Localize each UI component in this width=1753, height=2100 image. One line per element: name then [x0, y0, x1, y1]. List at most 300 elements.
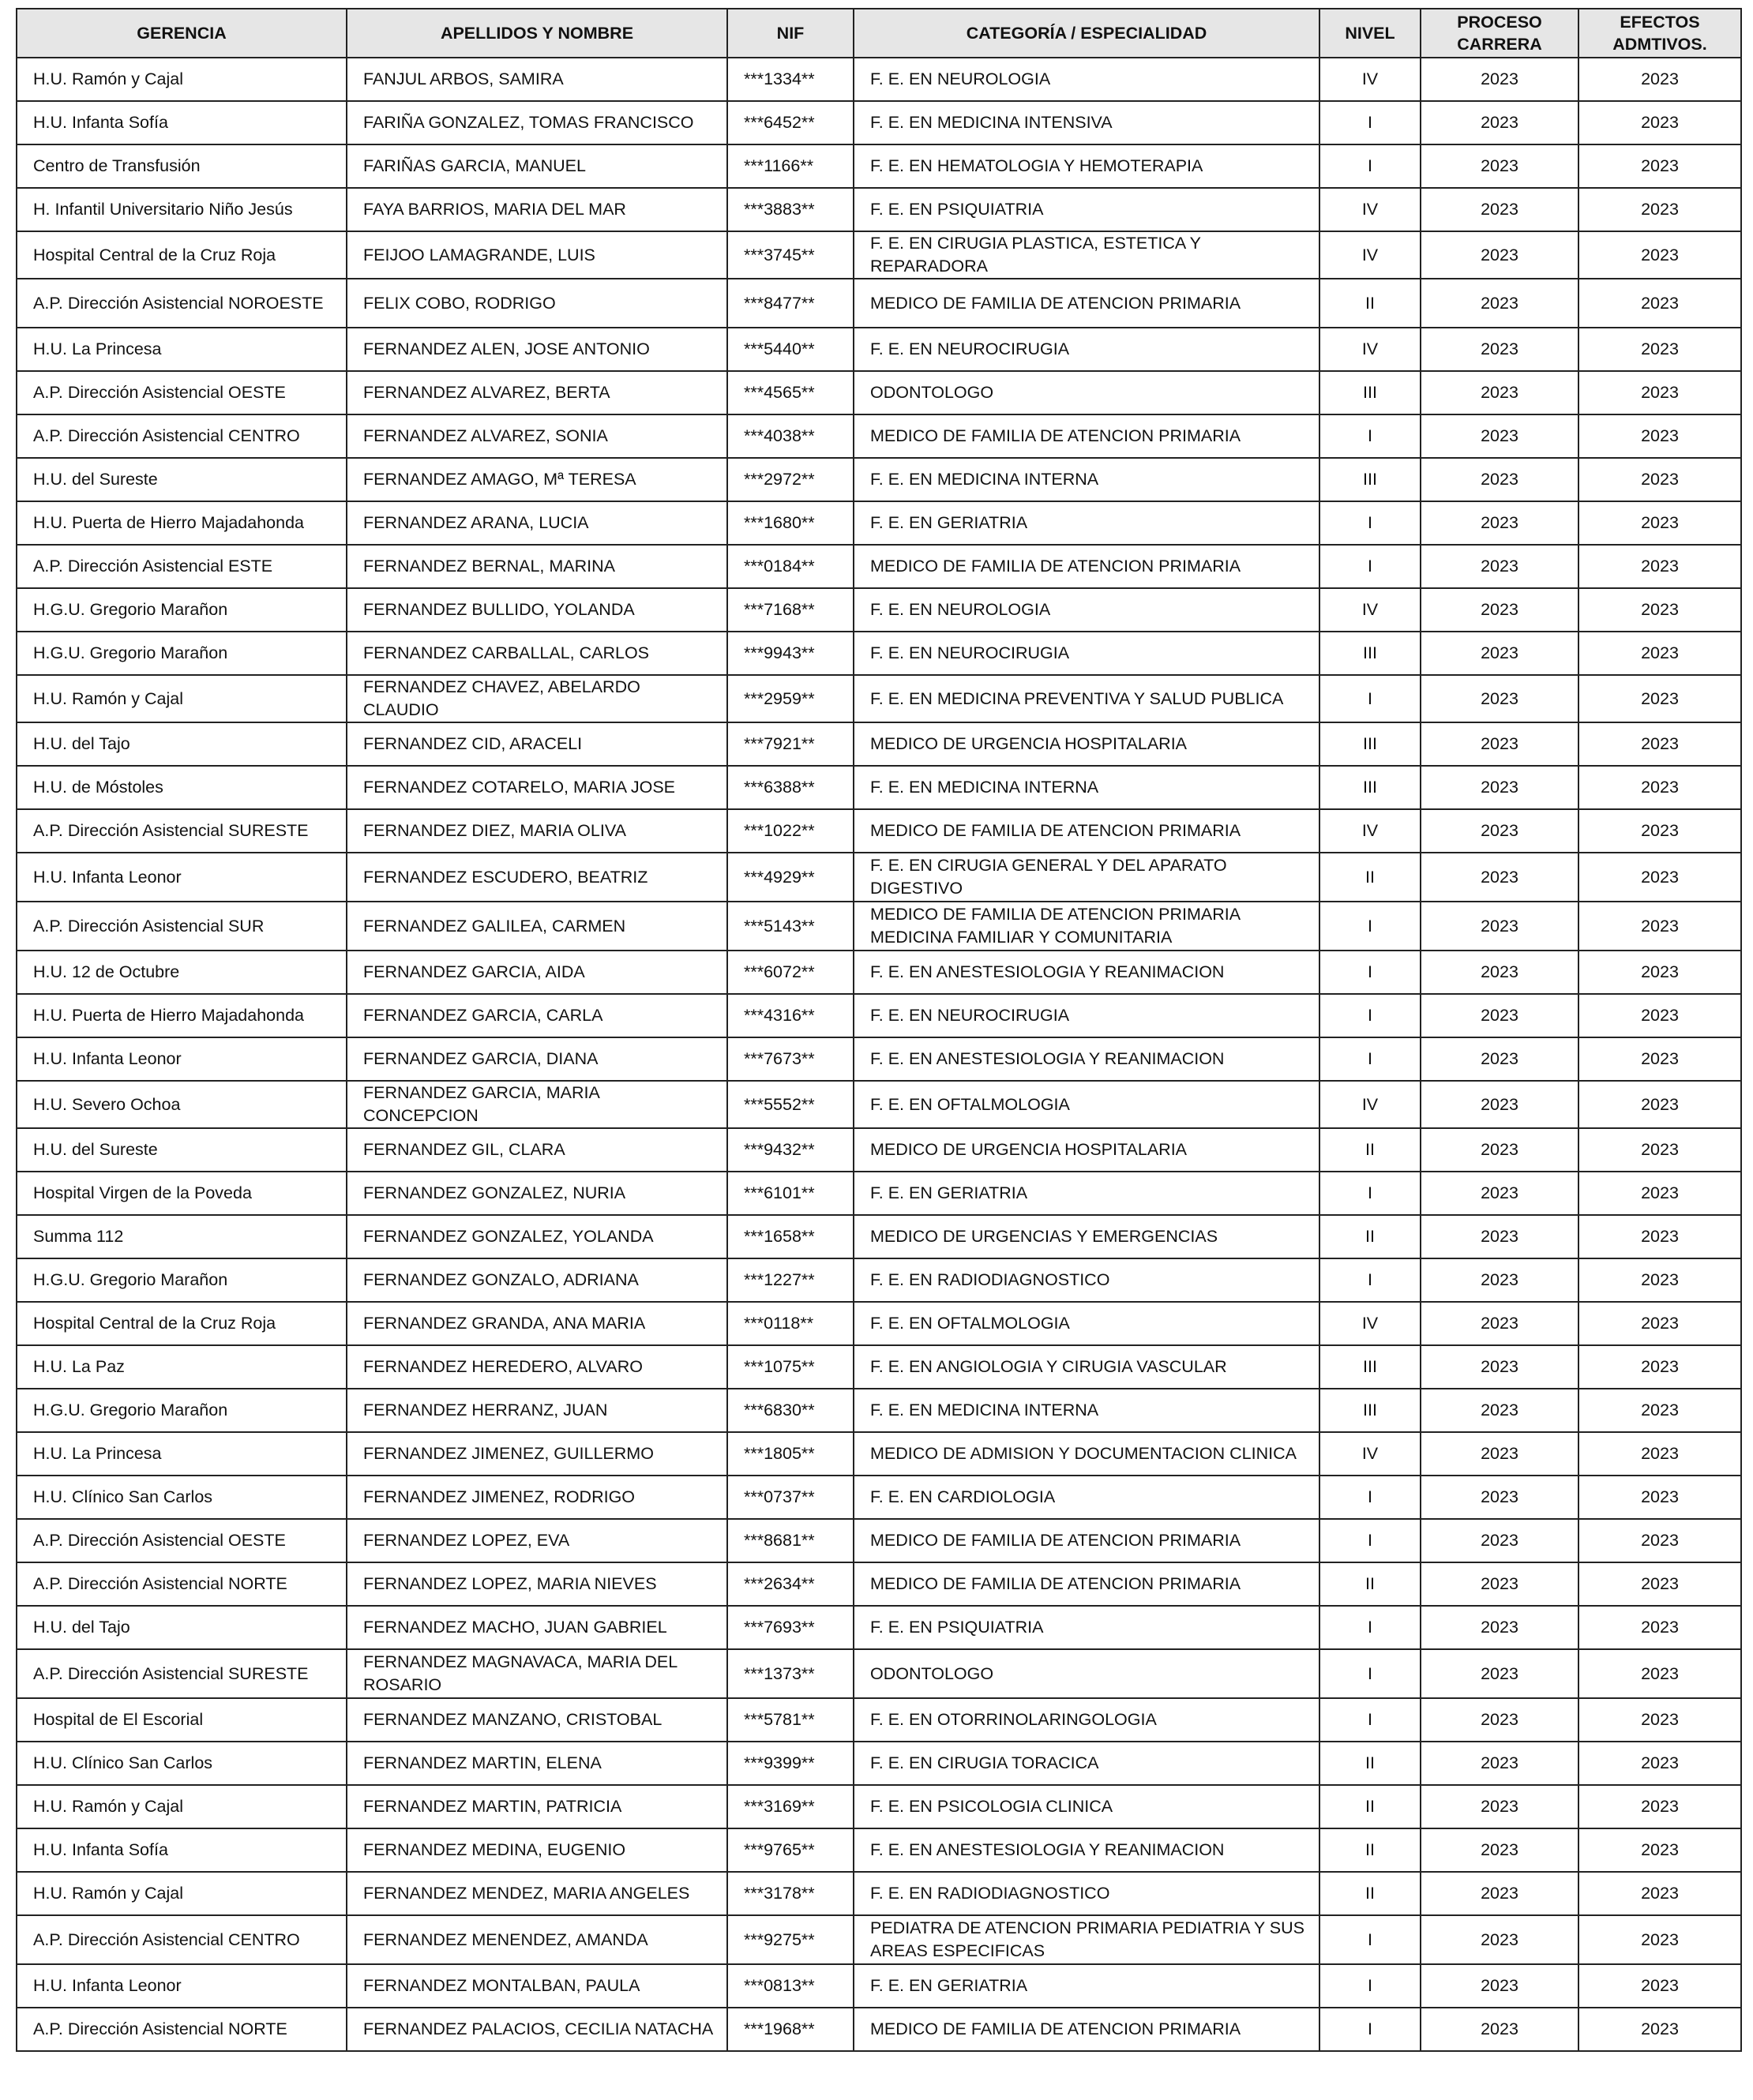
- cell-nivel: I: [1319, 545, 1421, 588]
- cell-proceso: 2023: [1421, 1081, 1578, 1128]
- cell-proceso: 2023: [1421, 853, 1578, 902]
- table-row: [17, 632, 1741, 675]
- cell-nivel: III: [1319, 1389, 1421, 1432]
- cell-categoria: F. E. EN OFTALMOLOGIA: [854, 1081, 1319, 1128]
- cell-categoria: F. E. EN RADIODIAGNOSTICO: [854, 1872, 1319, 1915]
- cell-efectos: 2023: [1578, 1128, 1741, 1172]
- cell-proceso: 2023: [1421, 458, 1578, 501]
- cell-categoria: MEDICO DE URGENCIA HOSPITALARIA: [854, 722, 1319, 766]
- cell-nif: ***3745**: [727, 231, 854, 279]
- cell-nombre: FARIÑAS GARCIA, MANUEL: [347, 144, 727, 188]
- cell-nivel: II: [1319, 1872, 1421, 1915]
- cell-categoria: MEDICO DE FAMILIA DE ATENCION PRIMARIA: [854, 1519, 1319, 1562]
- cell-nif: ***1075**: [727, 1345, 854, 1389]
- cell-nivel: I: [1319, 1258, 1421, 1302]
- cell-nombre: FERNANDEZ ALVAREZ, BERTA: [347, 371, 727, 414]
- cell-proceso: 2023: [1421, 994, 1578, 1037]
- cell-categoria: F. E. EN RADIODIAGNOSTICO: [854, 1258, 1319, 1302]
- cell-categoria: F. E. EN MEDICINA INTERNA: [854, 1389, 1319, 1432]
- cell-nif: ***1227**: [727, 1258, 854, 1302]
- cell-categoria: F. E. EN GERIATRIA: [854, 1172, 1319, 1215]
- cell-nombre: FERNANDEZ LOPEZ, EVA: [347, 1519, 727, 1562]
- cell-nivel: II: [1319, 1562, 1421, 1606]
- table-row: [17, 58, 1741, 101]
- cell-proceso: 2023: [1421, 1964, 1578, 2008]
- table-row: [17, 1037, 1741, 1081]
- cell-nivel: I: [1319, 501, 1421, 545]
- cell-nombre: FERNANDEZ GARCIA, CARLA: [347, 994, 727, 1037]
- cell-gerencia: H.U. 12 de Octubre: [17, 951, 347, 994]
- cell-nombre: FERNANDEZ CID, ARACELI: [347, 722, 727, 766]
- cell-nivel: I: [1319, 902, 1421, 951]
- table-row: [17, 458, 1741, 501]
- cell-gerencia: H.U. Ramón y Cajal: [17, 675, 347, 722]
- cell-efectos: 2023: [1578, 1432, 1741, 1476]
- cell-gerencia: H.G.U. Gregorio Marañon: [17, 588, 347, 632]
- cell-gerencia: Centro de Transfusión: [17, 144, 347, 188]
- cell-proceso: 2023: [1421, 1562, 1578, 1606]
- table-row: [17, 1345, 1741, 1389]
- cell-efectos: 2023: [1578, 675, 1741, 722]
- cell-proceso: 2023: [1421, 1785, 1578, 1828]
- cell-nivel: IV: [1319, 1081, 1421, 1128]
- cell-nombre: FERNANDEZ MARTIN, PATRICIA: [347, 1785, 727, 1828]
- cell-nif: ***8681**: [727, 1519, 854, 1562]
- cell-nombre: FANJUL ARBOS, SAMIRA: [347, 58, 727, 101]
- cell-nif: ***7693**: [727, 1606, 854, 1649]
- cell-nif: ***5440**: [727, 328, 854, 371]
- cell-nivel: I: [1319, 414, 1421, 458]
- table-row: [17, 414, 1741, 458]
- cell-categoria: F. E. EN CIRUGIA GENERAL Y DEL APARATO DIGESTIVO: [854, 853, 1319, 902]
- cell-nif: ***0184**: [727, 545, 854, 588]
- cell-proceso: 2023: [1421, 1915, 1578, 1964]
- document-sheet: [16, 8, 1742, 2052]
- cell-categoria: F. E. EN OTORRINOLARINGOLOGIA: [854, 1698, 1319, 1742]
- cell-nombre: FERNANDEZ GARCIA, DIANA: [347, 1037, 727, 1081]
- cell-nivel: II: [1319, 279, 1421, 328]
- cell-efectos: 2023: [1578, 1964, 1741, 2008]
- cell-proceso: 2023: [1421, 1128, 1578, 1172]
- table-row: [17, 1432, 1741, 1476]
- cell-proceso: 2023: [1421, 1828, 1578, 1872]
- cell-nombre: FERNANDEZ JIMENEZ, GUILLERMO: [347, 1432, 727, 1476]
- cell-nombre: FERNANDEZ GRANDA, ANA MARIA: [347, 1302, 727, 1345]
- cell-proceso: 2023: [1421, 809, 1578, 853]
- cell-gerencia: A.P. Dirección Asistencial NORTE: [17, 2008, 347, 2051]
- cell-gerencia: H.U. del Sureste: [17, 1128, 347, 1172]
- cell-categoria: F. E. EN OFTALMOLOGIA: [854, 1302, 1319, 1345]
- cell-efectos: 2023: [1578, 809, 1741, 853]
- cell-nivel: I: [1319, 994, 1421, 1037]
- cell-nivel: IV: [1319, 328, 1421, 371]
- cell-nombre: FERNANDEZ GIL, CLARA: [347, 1128, 727, 1172]
- cell-proceso: 2023: [1421, 675, 1578, 722]
- cell-nivel: IV: [1319, 231, 1421, 279]
- table-row: [17, 1172, 1741, 1215]
- cell-proceso: 2023: [1421, 1519, 1578, 1562]
- cell-gerencia: Hospital Central de la Cruz Roja: [17, 231, 347, 279]
- cell-categoria: ODONTOLOGO: [854, 371, 1319, 414]
- cell-efectos: 2023: [1578, 1172, 1741, 1215]
- cell-efectos: 2023: [1578, 722, 1741, 766]
- cell-gerencia: H.U. Clínico San Carlos: [17, 1742, 347, 1785]
- cell-efectos: 2023: [1578, 902, 1741, 951]
- cell-nivel: I: [1319, 144, 1421, 188]
- cell-nombre: FERNANDEZ AMAGO, Mª TERESA: [347, 458, 727, 501]
- cell-gerencia: H.U. La Princesa: [17, 1432, 347, 1476]
- cell-categoria: MEDICO DE FAMILIA DE ATENCION PRIMARIA: [854, 2008, 1319, 2051]
- cell-nif: ***6072**: [727, 951, 854, 994]
- cell-gerencia: H.U. Ramón y Cajal: [17, 58, 347, 101]
- table-row: [17, 588, 1741, 632]
- cell-nivel: I: [1319, 675, 1421, 722]
- cell-nombre: FERNANDEZ LOPEZ, MARIA NIEVES: [347, 1562, 727, 1606]
- table-row: [17, 1915, 1741, 1964]
- cell-gerencia: H.U. La Paz: [17, 1345, 347, 1389]
- cell-nombre: FERNANDEZ GONZALEZ, YOLANDA: [347, 1215, 727, 1258]
- cell-nombre: FERNANDEZ MEDINA, EUGENIO: [347, 1828, 727, 1872]
- table-body: [17, 58, 1741, 2051]
- cell-proceso: 2023: [1421, 766, 1578, 809]
- cell-nivel: II: [1319, 1128, 1421, 1172]
- cell-categoria: F. E. EN MEDICINA INTERNA: [854, 766, 1319, 809]
- cell-efectos: 2023: [1578, 1215, 1741, 1258]
- cell-nivel: I: [1319, 2008, 1421, 2051]
- cell-nivel: III: [1319, 766, 1421, 809]
- cell-nivel: I: [1319, 1037, 1421, 1081]
- cell-gerencia: H.U. de Móstoles: [17, 766, 347, 809]
- cell-efectos: 2023: [1578, 2008, 1741, 2051]
- cell-efectos: 2023: [1578, 328, 1741, 371]
- cell-proceso: 2023: [1421, 1476, 1578, 1519]
- cell-categoria: F. E. EN CIRUGIA TORACICA: [854, 1742, 1319, 1785]
- cell-nombre: FERNANDEZ GALILEA, CARMEN: [347, 902, 727, 951]
- cell-proceso: 2023: [1421, 1172, 1578, 1215]
- cell-categoria: F. E. EN PSICOLOGIA CLINICA: [854, 1785, 1319, 1828]
- cell-gerencia: H.G.U. Gregorio Marañon: [17, 1389, 347, 1432]
- cell-efectos: 2023: [1578, 1519, 1741, 1562]
- cell-efectos: 2023: [1578, 588, 1741, 632]
- table-row: [17, 231, 1741, 279]
- cell-categoria: MEDICO DE URGENCIAS Y EMERGENCIAS: [854, 1215, 1319, 1258]
- cell-categoria: F. E. EN NEUROLOGIA: [854, 588, 1319, 632]
- cell-categoria: MEDICO DE FAMILIA DE ATENCION PRIMARIA: [854, 545, 1319, 588]
- cell-nombre: FERNANDEZ BERNAL, MARINA: [347, 545, 727, 588]
- cell-efectos: 2023: [1578, 188, 1741, 231]
- cell-gerencia: A.P. Dirección Asistencial CENTRO: [17, 1915, 347, 1964]
- cell-efectos: 2023: [1578, 545, 1741, 588]
- cell-nombre: FERNANDEZ MAGNAVACA, MARIA DEL ROSARIO: [347, 1649, 727, 1698]
- cell-nif: ***5781**: [727, 1698, 854, 1742]
- table-row: [17, 994, 1741, 1037]
- cell-efectos: 2023: [1578, 1476, 1741, 1519]
- cell-efectos: 2023: [1578, 1345, 1741, 1389]
- cell-nif: ***2634**: [727, 1562, 854, 1606]
- cell-proceso: 2023: [1421, 632, 1578, 675]
- cell-nivel: I: [1319, 1964, 1421, 2008]
- header-categoria: CATEGORÍA / ESPECIALIDAD: [854, 9, 1319, 58]
- cell-nif: ***0737**: [727, 1476, 854, 1519]
- cell-gerencia: A.P. Dirección Asistencial OESTE: [17, 371, 347, 414]
- cell-categoria: MEDICO DE FAMILIA DE ATENCION PRIMARIA: [854, 809, 1319, 853]
- cell-nif: ***1373**: [727, 1649, 854, 1698]
- cell-nombre: FERNANDEZ GARCIA, AIDA: [347, 951, 727, 994]
- table-row: [17, 1742, 1741, 1785]
- header-row: [17, 9, 1741, 58]
- cell-nif: ***7921**: [727, 722, 854, 766]
- cell-nivel: III: [1319, 1345, 1421, 1389]
- cell-nif: ***9943**: [727, 632, 854, 675]
- cell-categoria: F. E. EN PSIQUIATRIA: [854, 188, 1319, 231]
- cell-nif: ***4929**: [727, 853, 854, 902]
- cell-nivel: III: [1319, 371, 1421, 414]
- table-row: [17, 545, 1741, 588]
- cell-categoria: F. E. EN ANESTESIOLOGIA Y REANIMACION: [854, 1828, 1319, 1872]
- cell-categoria: F. E. EN PSIQUIATRIA: [854, 1606, 1319, 1649]
- cell-categoria: F. E. EN NEUROCIRUGIA: [854, 632, 1319, 675]
- cell-efectos: 2023: [1578, 371, 1741, 414]
- cell-nif: ***9275**: [727, 1915, 854, 1964]
- table-row: [17, 902, 1741, 951]
- cell-nombre: FERNANDEZ GARCIA, MARIA CONCEPCION: [347, 1081, 727, 1128]
- cell-efectos: 2023: [1578, 279, 1741, 328]
- cell-nivel: I: [1319, 1606, 1421, 1649]
- cell-gerencia: A.P. Dirección Asistencial ESTE: [17, 545, 347, 588]
- cell-nivel: II: [1319, 1828, 1421, 1872]
- cell-gerencia: H.U. Puerta de Hierro Majadahonda: [17, 994, 347, 1037]
- cell-nivel: IV: [1319, 588, 1421, 632]
- cell-efectos: 2023: [1578, 101, 1741, 144]
- table-row: [17, 1081, 1741, 1128]
- cell-gerencia: H.U. Infanta Leonor: [17, 1964, 347, 2008]
- table-row: [17, 1258, 1741, 1302]
- cell-gerencia: A.P. Dirección Asistencial NORTE: [17, 1562, 347, 1606]
- cell-proceso: 2023: [1421, 58, 1578, 101]
- cell-efectos: 2023: [1578, 1915, 1741, 1964]
- cell-nombre: FERNANDEZ CHAVEZ, ABELARDO CLAUDIO: [347, 675, 727, 722]
- cell-nif: ***5552**: [727, 1081, 854, 1128]
- cell-proceso: 2023: [1421, 414, 1578, 458]
- cell-nombre: FERNANDEZ ESCUDERO, BEATRIZ: [347, 853, 727, 902]
- cell-nif: ***1805**: [727, 1432, 854, 1476]
- cell-categoria: MEDICO DE FAMILIA DE ATENCION PRIMARIA MEDICINA FAMILIAR Y COMUNITARIA: [854, 902, 1319, 951]
- cell-nif: ***4565**: [727, 371, 854, 414]
- cell-nombre: FERNANDEZ HERRANZ, JUAN: [347, 1389, 727, 1432]
- cell-efectos: 2023: [1578, 632, 1741, 675]
- cell-nif: ***9765**: [727, 1828, 854, 1872]
- cell-nif: ***3169**: [727, 1785, 854, 1828]
- cell-nivel: I: [1319, 1698, 1421, 1742]
- cell-proceso: 2023: [1421, 545, 1578, 588]
- table-row: [17, 1698, 1741, 1742]
- cell-gerencia: A.P. Dirección Asistencial SURESTE: [17, 1649, 347, 1698]
- cell-efectos: 2023: [1578, 1302, 1741, 1345]
- cell-proceso: 2023: [1421, 1302, 1578, 1345]
- cell-efectos: 2023: [1578, 1742, 1741, 1785]
- cell-gerencia: H.U. del Tajo: [17, 722, 347, 766]
- cell-nif: ***7673**: [727, 1037, 854, 1081]
- cell-gerencia: Hospital Virgen de la Poveda: [17, 1172, 347, 1215]
- cell-efectos: 2023: [1578, 414, 1741, 458]
- table-row: [17, 144, 1741, 188]
- table-row: [17, 501, 1741, 545]
- cell-efectos: 2023: [1578, 58, 1741, 101]
- cell-categoria: F. E. EN NEUROLOGIA: [854, 58, 1319, 101]
- cell-categoria: MEDICO DE ADMISION Y DOCUMENTACION CLINICA: [854, 1432, 1319, 1476]
- cell-gerencia: H.U. Infanta Leonor: [17, 853, 347, 902]
- cell-efectos: 2023: [1578, 1606, 1741, 1649]
- cell-nivel: I: [1319, 1649, 1421, 1698]
- cell-nivel: IV: [1319, 1432, 1421, 1476]
- cell-nif: ***9432**: [727, 1128, 854, 1172]
- cell-categoria: F. E. EN NEUROCIRUGIA: [854, 328, 1319, 371]
- cell-nivel: I: [1319, 101, 1421, 144]
- cell-nombre: FERNANDEZ GONZALEZ, NURIA: [347, 1172, 727, 1215]
- table-row: [17, 1562, 1741, 1606]
- cell-efectos: 2023: [1578, 1037, 1741, 1081]
- cell-nif: ***4038**: [727, 414, 854, 458]
- cell-efectos: 2023: [1578, 1389, 1741, 1432]
- table-row: [17, 371, 1741, 414]
- cell-nivel: II: [1319, 1215, 1421, 1258]
- cell-efectos: 2023: [1578, 853, 1741, 902]
- cell-categoria: F. E. EN MEDICINA INTENSIVA: [854, 101, 1319, 144]
- cell-proceso: 2023: [1421, 1258, 1578, 1302]
- cell-gerencia: Hospital de El Escorial: [17, 1698, 347, 1742]
- cell-efectos: 2023: [1578, 1081, 1741, 1128]
- cell-proceso: 2023: [1421, 951, 1578, 994]
- cell-gerencia: H.G.U. Gregorio Marañon: [17, 632, 347, 675]
- cell-nif: ***3883**: [727, 188, 854, 231]
- header-nif: NIF: [727, 9, 854, 58]
- cell-proceso: 2023: [1421, 2008, 1578, 2051]
- cell-nif: ***5143**: [727, 902, 854, 951]
- cell-nif: ***0118**: [727, 1302, 854, 1345]
- cell-efectos: 2023: [1578, 1258, 1741, 1302]
- cell-categoria: F. E. EN GERIATRIA: [854, 1964, 1319, 2008]
- cell-nif: ***2959**: [727, 675, 854, 722]
- table-row: [17, 766, 1741, 809]
- table-row: [17, 1389, 1741, 1432]
- table-row: [17, 1785, 1741, 1828]
- cell-nif: ***0813**: [727, 1964, 854, 2008]
- cell-nif: ***6830**: [727, 1389, 854, 1432]
- table-row: [17, 188, 1741, 231]
- cell-nombre: FAYA BARRIOS, MARIA DEL MAR: [347, 188, 727, 231]
- cell-nif: ***6101**: [727, 1172, 854, 1215]
- cell-gerencia: H.U. del Tajo: [17, 1606, 347, 1649]
- cell-proceso: 2023: [1421, 722, 1578, 766]
- cell-gerencia: H.G.U. Gregorio Marañon: [17, 1258, 347, 1302]
- cell-gerencia: H. Infantil Universitario Niño Jesús: [17, 188, 347, 231]
- cell-categoria: ODONTOLOGO: [854, 1649, 1319, 1698]
- cell-proceso: 2023: [1421, 1215, 1578, 1258]
- cell-nif: ***1334**: [727, 58, 854, 101]
- cell-nif: ***1166**: [727, 144, 854, 188]
- cell-proceso: 2023: [1421, 1606, 1578, 1649]
- cell-categoria: MEDICO DE FAMILIA DE ATENCION PRIMARIA: [854, 279, 1319, 328]
- cell-proceso: 2023: [1421, 1742, 1578, 1785]
- cell-categoria: F. E. EN GERIATRIA: [854, 501, 1319, 545]
- cell-nombre: FERNANDEZ JIMENEZ, RODRIGO: [347, 1476, 727, 1519]
- cell-efectos: 2023: [1578, 1562, 1741, 1606]
- cell-nombre: FERNANDEZ PALACIOS, CECILIA NATACHA: [347, 2008, 727, 2051]
- table-row: [17, 1872, 1741, 1915]
- cell-nombre: FERNANDEZ DIEZ, MARIA OLIVA: [347, 809, 727, 853]
- header-nivel: NIVEL: [1319, 9, 1421, 58]
- cell-nif: ***9399**: [727, 1742, 854, 1785]
- cell-nivel: I: [1319, 1172, 1421, 1215]
- table-row: [17, 675, 1741, 722]
- table-row: [17, 1828, 1741, 1872]
- cell-nivel: I: [1319, 1476, 1421, 1519]
- cell-nombre: FERNANDEZ CARBALLAL, CARLOS: [347, 632, 727, 675]
- cell-efectos: 2023: [1578, 231, 1741, 279]
- cell-categoria: MEDICO DE URGENCIA HOSPITALARIA: [854, 1128, 1319, 1172]
- cell-categoria: F. E. EN CARDIOLOGIA: [854, 1476, 1319, 1519]
- cell-nivel: III: [1319, 632, 1421, 675]
- cell-nif: ***2972**: [727, 458, 854, 501]
- cell-gerencia: H.U. del Sureste: [17, 458, 347, 501]
- cell-nivel: II: [1319, 853, 1421, 902]
- cell-categoria: MEDICO DE FAMILIA DE ATENCION PRIMARIA: [854, 414, 1319, 458]
- cell-nivel: IV: [1319, 809, 1421, 853]
- cell-gerencia: H.U. Infanta Leonor: [17, 1037, 347, 1081]
- cell-efectos: 2023: [1578, 1872, 1741, 1915]
- cell-proceso: 2023: [1421, 101, 1578, 144]
- cell-efectos: 2023: [1578, 1698, 1741, 1742]
- cell-categoria: F. E. EN HEMATOLOGIA Y HEMOTERAPIA: [854, 144, 1319, 188]
- cell-categoria: F. E. EN MEDICINA PREVENTIVA Y SALUD PUBLICA: [854, 675, 1319, 722]
- cell-nif: ***1022**: [727, 809, 854, 853]
- cell-nombre: FERNANDEZ ARANA, LUCIA: [347, 501, 727, 545]
- cell-nif: ***4316**: [727, 994, 854, 1037]
- cell-nombre: FERNANDEZ MENDEZ, MARIA ANGELES: [347, 1872, 727, 1915]
- table-row: [17, 279, 1741, 328]
- cell-proceso: 2023: [1421, 1345, 1578, 1389]
- table-row: [17, 1215, 1741, 1258]
- cell-gerencia: H.U. Ramón y Cajal: [17, 1785, 347, 1828]
- cell-gerencia: H.U. Puerta de Hierro Majadahonda: [17, 501, 347, 545]
- cell-nombre: FERNANDEZ MONTALBAN, PAULA: [347, 1964, 727, 2008]
- cell-nombre: FERNANDEZ COTARELO, MARIA JOSE: [347, 766, 727, 809]
- table-row: [17, 722, 1741, 766]
- cell-proceso: 2023: [1421, 1037, 1578, 1081]
- cell-nombre: FERNANDEZ GONZALO, ADRIANA: [347, 1258, 727, 1302]
- cell-nombre: FELIX COBO, RODRIGO: [347, 279, 727, 328]
- cell-nombre: FARIÑA GONZALEZ, TOMAS FRANCISCO: [347, 101, 727, 144]
- cell-nivel: III: [1319, 458, 1421, 501]
- header-efectos-admtivos: EFECTOS ADMTIVOS.: [1578, 9, 1741, 58]
- cell-proceso: 2023: [1421, 279, 1578, 328]
- cell-proceso: 2023: [1421, 188, 1578, 231]
- cell-nombre: FERNANDEZ MACHO, JUAN GABRIEL: [347, 1606, 727, 1649]
- cell-nivel: I: [1319, 1519, 1421, 1562]
- cell-nivel: IV: [1319, 1302, 1421, 1345]
- table-row: [17, 1302, 1741, 1345]
- cell-proceso: 2023: [1421, 371, 1578, 414]
- cell-nivel: III: [1319, 722, 1421, 766]
- cell-proceso: 2023: [1421, 1698, 1578, 1742]
- table-row: [17, 951, 1741, 994]
- cell-efectos: 2023: [1578, 1785, 1741, 1828]
- cell-nif: ***1680**: [727, 501, 854, 545]
- cell-nombre: FERNANDEZ HEREDERO, ALVARO: [347, 1345, 727, 1389]
- cell-nif: ***8477**: [727, 279, 854, 328]
- cell-nivel: I: [1319, 1915, 1421, 1964]
- cell-efectos: 2023: [1578, 144, 1741, 188]
